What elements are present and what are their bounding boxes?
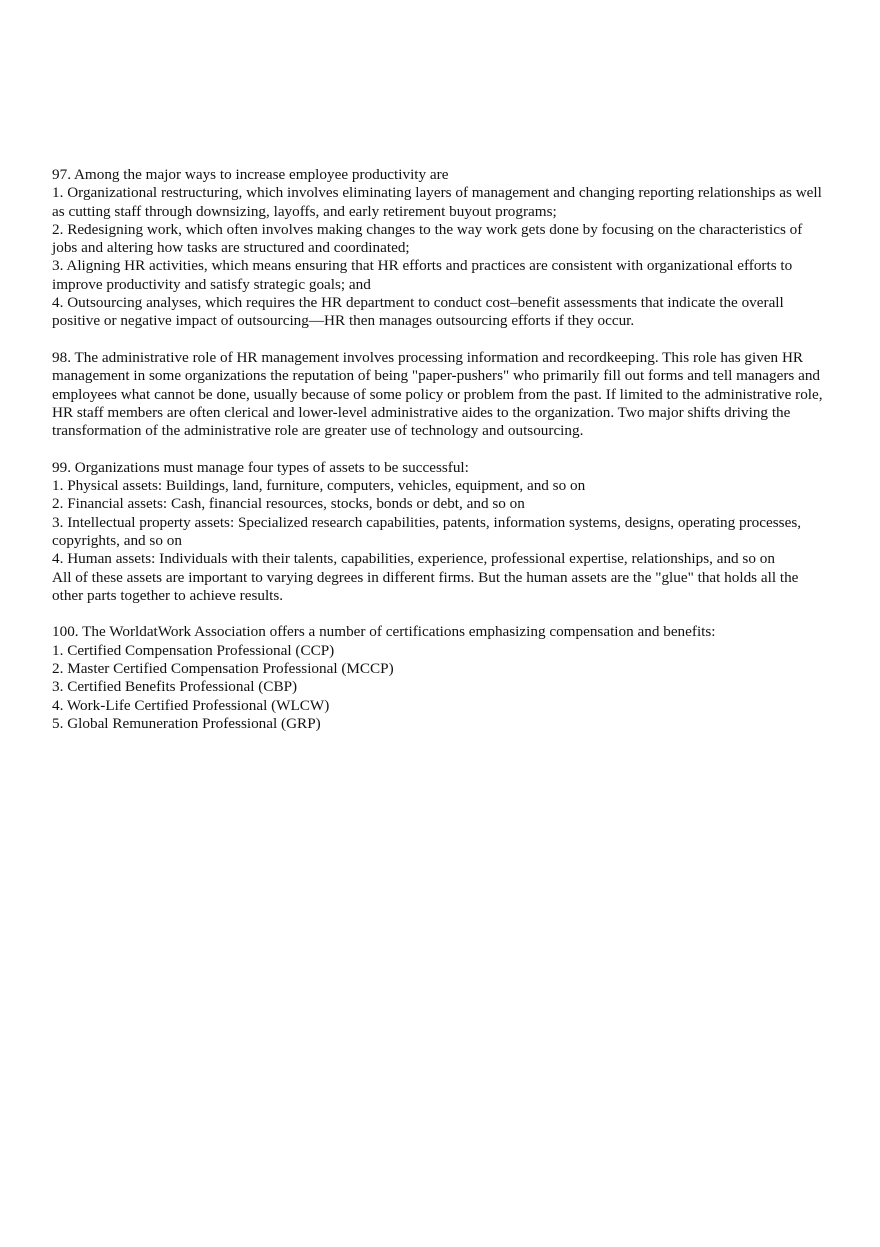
- answer-100: [52, 623, 830, 733]
- answer-100-item-1: 1. Certified Compensation Professional (CCP): [52, 641, 335, 659]
- answer-97-item-4: 4. Outsourcing analyses, which requires the HR department to conduct cost–benefit assessments that indicate the overall positive or negative impact of outsourcing—HR then manages outsourcing efforts if they occur.: [52, 294, 784, 330]
- answer-97-intro: 97. Among the major ways to increase employee productivity are: [52, 166, 449, 183]
- answer-97: [52, 166, 830, 331]
- answer-99-item-4: 4. Human assets: Individuals with their talents, capabilities, experience, professional expertise, relationships, and so on: [52, 550, 775, 568]
- document-page: [52, 166, 830, 752]
- answer-100-item-3: 3. Certified Benefits Professional (CBP): [52, 678, 298, 696]
- answer-100-item-5: 5. Global Remuneration Professional (GRP): [52, 714, 321, 732]
- answer-98-paragraph: 98. The administrative role of HR management involves processing information and recordkeeping. This role has given HR management in some organizations the reputation of being "paper-pushers" who primarily fill out forms and tell managers and employees what cannot be done, usually because of some policy or problem from the past. If limited to the administrative role, HR staff members are often clerical and lower-level administrative aides to the organization. Two major shifts driving the transformation of the administrative role are greater use of technology and outsourcing.: [52, 348, 823, 440]
- answer-99-item-3: 3. Intellectual property assets: Specialized research capabilities, patents, information systems, designs, operating processes, copyrights, and so on: [52, 513, 802, 549]
- answer-99-item-2: 2. Financial assets: Cash, financial resources, stocks, bonds or debt, and so on: [52, 495, 525, 513]
- answer-98: [52, 349, 830, 440]
- answer-97-item-3: 3. Aligning HR activities, which means ensuring that HR efforts and practices are consistent with organizational efforts to improve productivity and satisfy strategic goals; and: [52, 257, 793, 293]
- answer-99-intro: 99. Organizations must manage four types of assets to be successful:: [52, 458, 469, 476]
- answer-100-item-4: 4. Work-Life Certified Professional (WLCW): [52, 696, 330, 714]
- answer-99: [52, 459, 830, 605]
- answer-99-conclusion: All of these assets are important to varying degrees in different firms. But the human assets are the "glue" that holds all the other parts together to achieve results.: [52, 568, 799, 604]
- answer-100-item-2: 2. Master Certified Compensation Professional (MCCP): [52, 660, 394, 678]
- answer-99-item-1: 1. Physical assets: Buildings, land, furniture, computers, vehicles, equipment, and so on: [52, 477, 586, 495]
- answer-100-intro: 100. The WorldatWork Association offers a number of certifications emphasizing compensation and benefits:: [52, 623, 716, 641]
- answer-97-item-1: 1. Organizational restructuring, which involves eliminating layers of management and changing reporting relationships as well as cutting staff through downsizing, layoffs, and early retirement buyout programs;: [52, 184, 822, 220]
- answer-97-item-2: 2. Redesigning work, which often involves making changes to the way work gets done by focusing on the characteristics of jobs and altering how tasks are structured and coordinated;: [52, 220, 803, 257]
